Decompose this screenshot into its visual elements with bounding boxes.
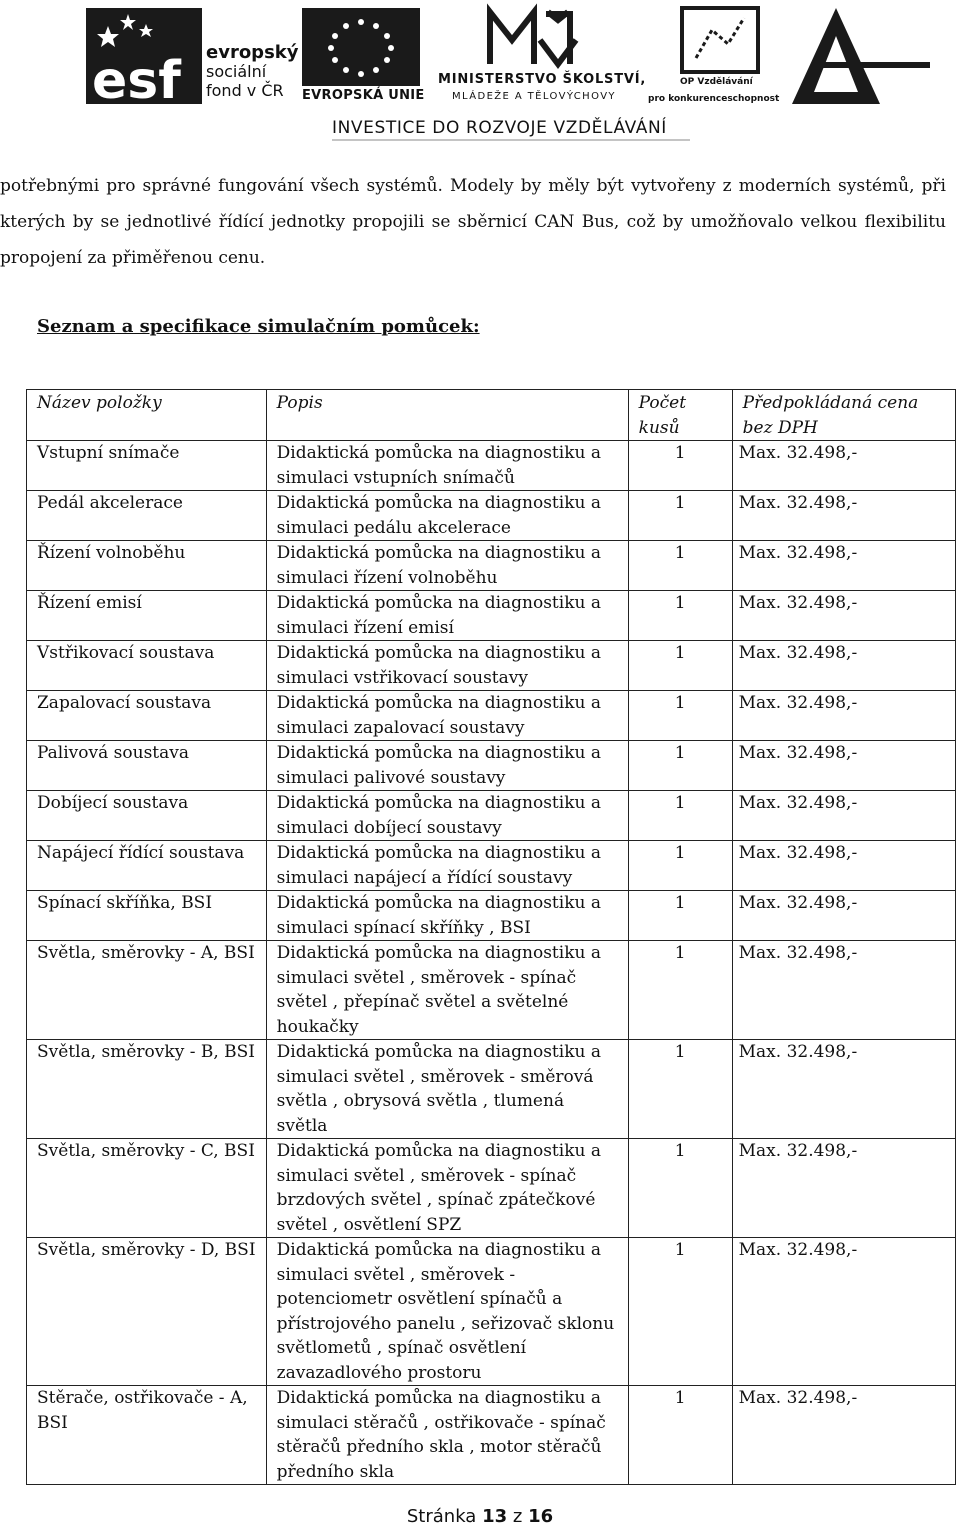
cell-desc: Didaktická pomůcka na diagnostiku a simulaci řízení emisí	[266, 591, 628, 641]
cell-qty: 1	[628, 641, 732, 691]
cell-desc: Didaktická pomůcka na diagnostiku a simulaci pedálu akcelerace	[266, 491, 628, 541]
footer-prefix: Stránka	[406, 1506, 477, 1527]
esf-logo	[86, 8, 202, 111]
table-row	[27, 691, 956, 741]
triangle-logo	[792, 8, 930, 104]
cell-name: Světla, směrovky - A, BSI	[27, 941, 267, 1040]
cell-name: Světla, směrovky - B, BSI	[27, 1040, 267, 1139]
cell-desc: Didaktická pomůcka na diagnostiku a simulaci stěračů , ostřikovače - spínač stěračů předního skla , motor stěračů předního skla	[266, 1386, 628, 1485]
table-row	[27, 591, 956, 641]
cell-name: Vstřikovací soustava	[27, 641, 267, 691]
table-row	[27, 941, 956, 1040]
cell-name: Palivová soustava	[27, 741, 267, 791]
msmt-line2: MLÁDEŽE A TĚLOVÝCHOVY	[452, 91, 616, 102]
cell-qty: 1	[628, 791, 732, 841]
footer-page: 13	[482, 1506, 508, 1527]
page-footer	[0, 1506, 960, 1527]
cell-desc: Didaktická pomůcka na diagnostiku a simulaci vstřikovací soustavy	[266, 641, 628, 691]
cell-name: Řízení volnoběhu	[27, 541, 267, 591]
cell-qty: 1	[628, 441, 732, 491]
cell-price: Max. 32.498,-	[732, 841, 955, 891]
cell-desc: Didaktická pomůcka na diagnostiku a simulaci napájecí a řídící soustavy	[266, 841, 628, 891]
header-qty: Počet kusů	[628, 390, 732, 441]
cell-name: Světla, směrovky - D, BSI	[27, 1238, 267, 1386]
footer-sep: z	[512, 1506, 523, 1527]
table-header-row	[27, 390, 956, 441]
esf-logo-text: esf	[92, 51, 181, 111]
cell-price: Max. 32.498,-	[732, 441, 955, 491]
footer-total: 16	[528, 1506, 554, 1527]
cell-price: Max. 32.498,-	[732, 791, 955, 841]
cell-qty: 1	[628, 591, 732, 641]
cell-price: Max. 32.498,-	[732, 1139, 955, 1238]
header-logos	[0, 0, 960, 150]
cell-desc: Didaktická pomůcka na diagnostiku a simulaci řízení volnoběhu	[266, 541, 628, 591]
esf-title: evropský	[206, 42, 299, 63]
cell-name: Napájecí řídící soustava	[27, 841, 267, 891]
eu-label: EVROPSKÁ UNIE	[302, 88, 425, 103]
cell-qty: 1	[628, 1238, 732, 1386]
header-price: Předpokládaná cena bez DPH	[732, 390, 955, 441]
cell-desc: Didaktická pomůcka na diagnostiku a simulaci světel , směrovek - spínač světel , přepínač světel a světelné houkačky	[266, 941, 628, 1040]
cell-desc: Didaktická pomůcka na diagnostiku a simulaci světel , směrovek - potenciometr osvětlení spínačů a přístrojového panelu , seřizovač sklonu světlometů , spínač osvětlení zavazadlového prostoru	[266, 1238, 628, 1386]
cell-desc: Didaktická pomůcka na diagnostiku a simulaci světel , směrovek - spínač brzdových světel , spínač zpátečkové světel , osvětlení SPZ	[266, 1139, 628, 1238]
cell-price: Max. 32.498,-	[732, 1386, 955, 1485]
table-row	[27, 641, 956, 691]
cell-desc: Didaktická pomůcka na diagnostiku a simulaci světel , směrovek - směrová světla , obrysová světla , tlumená světla	[266, 1040, 628, 1139]
cell-desc: Didaktická pomůcka na diagnostiku a simulaci dobíjecí soustavy	[266, 791, 628, 841]
cell-qty: 1	[628, 841, 732, 891]
table-row	[27, 1040, 956, 1139]
op-line1: OP Vzdělávání	[680, 77, 753, 87]
cell-qty: 1	[628, 691, 732, 741]
cell-price: Max. 32.498,-	[732, 1238, 955, 1386]
table-row	[27, 791, 956, 841]
msmt-logo	[490, 12, 576, 64]
cell-name: Vstupní snímače	[27, 441, 267, 491]
esf-line2: sociální	[206, 62, 267, 81]
items-table	[26, 389, 956, 1485]
msmt-logo-text	[496, 40, 499, 41]
cell-qty: 1	[628, 1386, 732, 1485]
cell-qty: 1	[628, 541, 732, 591]
cell-desc: Didaktická pomůcka na diagnostiku a simulaci zapalovací soustavy	[266, 691, 628, 741]
cell-qty: 1	[628, 741, 732, 791]
op-logo	[682, 8, 758, 72]
table-row	[27, 541, 956, 591]
cell-qty: 1	[628, 941, 732, 1040]
cell-price: Max. 32.498,-	[732, 641, 955, 691]
cell-name: Světla, směrovky - C, BSI	[27, 1139, 267, 1238]
table-row	[27, 1386, 956, 1485]
cell-price: Max. 32.498,-	[732, 491, 955, 541]
cell-desc: Didaktická pomůcka na diagnostiku a simulaci palivové soustavy	[266, 741, 628, 791]
cell-price: Max. 32.498,-	[732, 741, 955, 791]
eu-flag-logo	[302, 8, 420, 86]
intro-paragraph: potřebnými pro správné fungování všech systémů. Modely by měly být vytvořeny z moderních systémů, při kterých by se jednotlivé řídící jednotky propojili se sběrnicí CAN Bus, což by umožňovalo velkou flexibilitu propojení za přiměřenou cenu.	[0, 176, 946, 268]
cell-price: Max. 32.498,-	[732, 541, 955, 591]
cell-price: Max. 32.498,-	[732, 941, 955, 1040]
table-row	[27, 841, 956, 891]
cell-qty: 1	[628, 891, 732, 941]
cell-qty: 1	[628, 1139, 732, 1238]
header-desc: Popis	[266, 390, 628, 441]
table-row	[27, 441, 956, 491]
op-line2: pro konkurenceschopnost	[648, 94, 780, 104]
table-row	[27, 1238, 956, 1386]
cell-name: Řízení emisí	[27, 591, 267, 641]
table-row	[27, 741, 956, 791]
table-row	[27, 491, 956, 541]
msmt-line1: MINISTERSTVO ŠKOLSTVÍ,	[438, 72, 647, 87]
cell-price: Max. 32.498,-	[732, 591, 955, 641]
cell-name: Zapalovací soustava	[27, 691, 267, 741]
cell-name: Pedál akcelerace	[27, 491, 267, 541]
section-title: Seznam a specifikace simulačním pomůcek:	[37, 316, 480, 337]
cell-price: Max. 32.498,-	[732, 1040, 955, 1139]
header-name: Název položky	[27, 390, 267, 441]
cell-name: Dobíjecí soustava	[27, 791, 267, 841]
cell-qty: 1	[628, 491, 732, 541]
table-row	[27, 891, 956, 941]
cell-desc: Didaktická pomůcka na diagnostiku a simulaci vstupních snímačů	[266, 441, 628, 491]
cell-price: Max. 32.498,-	[732, 691, 955, 741]
table-row	[27, 1139, 956, 1238]
cell-price: Max. 32.498,-	[732, 891, 955, 941]
esf-line3: fond v ČR	[206, 81, 284, 100]
cell-qty: 1	[628, 1040, 732, 1139]
investice-slogan: INVESTICE DO ROZVOJE VZDĚLÁVÁNÍ	[332, 118, 667, 138]
cell-name: Spínací skříňka, BSI	[27, 891, 267, 941]
cell-name: Stěrače, ostřikovače - A, BSI	[27, 1386, 267, 1485]
cell-desc: Didaktická pomůcka na diagnostiku a simulaci spínací skříňky , BSI	[266, 891, 628, 941]
